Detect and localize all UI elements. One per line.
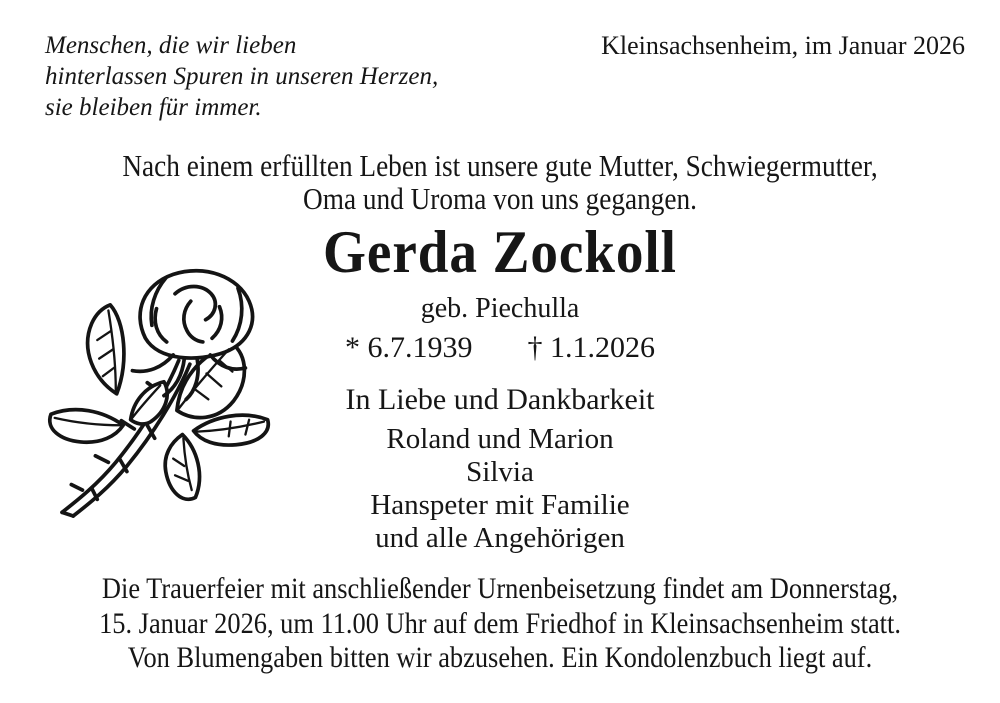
quote-line-3: sie bleiben für immer. — [45, 94, 262, 121]
quote-line-1: Menschen, die wir lieben — [45, 32, 297, 59]
mourner-name: Silvia — [466, 456, 534, 488]
mourner-name: Hanspeter mit Familie — [370, 489, 630, 521]
mourner-name: Roland und Marion — [386, 423, 614, 455]
intro-line-2: Oma und Uroma von uns gegangen. — [303, 181, 697, 216]
death-date: † 1.1.2026 — [527, 331, 655, 364]
memorial-quote — [45, 30, 438, 123]
funeral-line-2: 15. Januar 2026, um 11.00 Uhr auf dem Friedhof in Kleinsachsenheim statt. — [99, 606, 901, 640]
funeral-details — [60, 572, 940, 676]
rose-icon — [38, 246, 288, 524]
funeral-line-3: Von Blumengaben bitten wir abzusehen. Ein Kondolenzbuch liegt auf. — [127, 641, 873, 674]
farewell-line: In Liebe und Dankbarkeit — [345, 383, 655, 416]
place-dateline: Kleinsachsenheim, im Januar 2026 — [601, 31, 965, 60]
notice-header — [0, 0, 1000, 123]
intro-text — [60, 149, 940, 215]
quote-line-2: hinterlassen Spuren in unseren Herzen, — [45, 63, 439, 90]
maiden-name: geb. Piechulla — [420, 293, 580, 324]
deceased-name: Gerda Zockoll — [323, 219, 677, 285]
funeral-line-1: Die Trauerfeier mit anschließender Urnenbeisetzung findet am Donnerstag, — [101, 572, 899, 605]
mourner-name: und alle Angehörigen — [375, 522, 625, 554]
birth-date: * 6.7.1939 — [345, 331, 473, 364]
intro-line-1: Nach einem erfüllten Leben ist unsere gute Mutter, Schwiegermutter, — [122, 148, 878, 183]
